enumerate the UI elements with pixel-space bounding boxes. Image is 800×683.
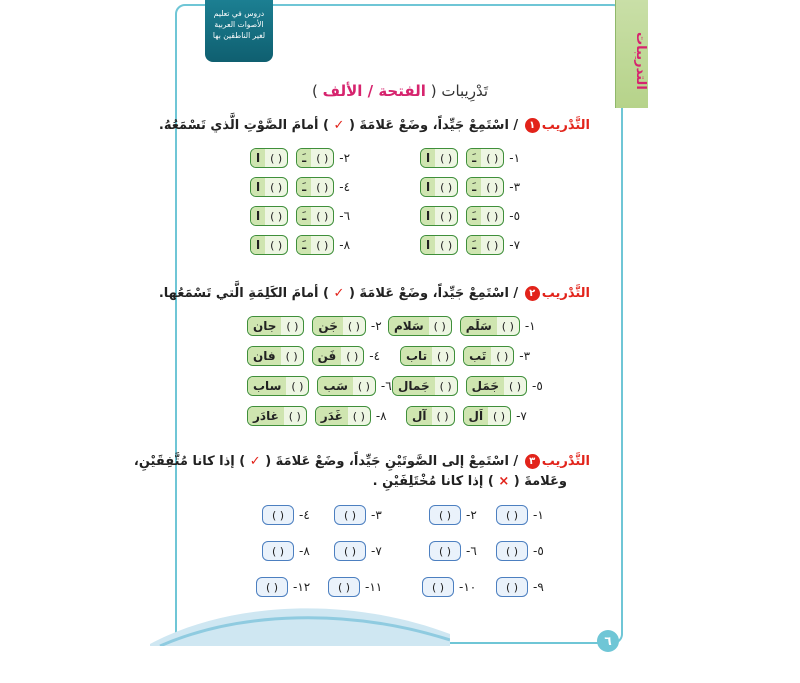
page-title: تَدْرِيبات ( الفتحة / الألف ) — [311, 82, 489, 100]
ex1-item-5: ا ( ) ـَ ( ) -٥ — [420, 206, 520, 226]
answer-box[interactable]: ( ) — [352, 409, 365, 423]
answer-box[interactable]: ( ) — [357, 379, 370, 393]
answer-box[interactable]: ( ) — [346, 349, 359, 363]
answer-box[interactable]: ( ) — [440, 238, 453, 252]
answer-box[interactable]: ( ) — [438, 508, 452, 522]
answer-box[interactable]: ( ) — [270, 151, 283, 165]
ex3-item-11: ( ) -١١ — [328, 577, 382, 597]
ex2-item-7: آل ( ) اَل ( ) -٧ — [406, 406, 527, 426]
ex3-item-8: ( ) -٨ — [262, 541, 310, 561]
answer-box[interactable]: ( ) — [337, 580, 351, 594]
exercise-3-instruction: التَّدْريب٣ / اسْتَمِعْ إلى الصَّوتَيْنِ جَيِّداً، وضَعْ عَلامَةَ ( ✓ ) إذا كانا مُتَّفِقَيْنِ، — [133, 454, 590, 469]
ex1-item-1: ا ( ) ـَ ( ) -١ — [420, 148, 520, 168]
tick-icon: ✓ — [333, 118, 345, 133]
answer-box[interactable]: ( ) — [347, 319, 360, 333]
answer-box[interactable]: ( ) — [508, 379, 522, 393]
answer-box[interactable]: ( ) — [486, 209, 499, 223]
exercise-number: ٢ — [525, 286, 540, 301]
ex1-item-6: ا ( ) ـَ ( ) -٦ — [250, 206, 350, 226]
answer-box[interactable]: ( ) — [343, 544, 357, 558]
answer-box[interactable]: ( ) — [270, 180, 283, 194]
answer-box[interactable]: ( ) — [437, 349, 450, 363]
answer-box[interactable]: ( ) — [505, 580, 519, 594]
ex2-item-1: سَلام ( ) سَلَم ( ) -١ — [388, 316, 536, 336]
answer-box[interactable]: ( ) — [486, 180, 499, 194]
answer-box[interactable]: ( ) — [431, 580, 445, 594]
ex1-item-2: ا ( ) ـَ ( ) -٢ — [250, 148, 350, 168]
ex3-item-2: ( ) -٢ — [429, 505, 477, 525]
answer-box[interactable]: ( ) — [440, 151, 453, 165]
exercise-2-instruction: التَّدْريب٢ / اسْتَمِعْ جَيِّداً، وضَعْ عَلامَةَ ( ✓ ) أمامَ الكَلِمَةِ الَّتي تَسْمَعُها. — [158, 286, 590, 301]
tick-icon: ✓ — [333, 286, 345, 301]
answer-box[interactable]: ( ) — [270, 209, 283, 223]
decorative-swoosh — [150, 596, 450, 646]
ex2-item-4: فان ( ) فَن ( ) -٤ — [247, 346, 380, 366]
ex2-item-5: جَمال ( ) جَمَل ( ) -٥ — [392, 376, 543, 396]
answer-box[interactable]: ( ) — [505, 544, 519, 558]
ex2-item-2: جان ( ) جَن ( ) -٢ — [247, 316, 382, 336]
exercise-number: ٣ — [525, 454, 540, 469]
exercise-label: التَّدْريب — [541, 286, 590, 301]
answer-box[interactable]: ( ) — [486, 238, 499, 252]
ex3-item-3: ( ) -٣ — [334, 505, 382, 525]
exercise-label: التَّدْريب — [541, 118, 590, 133]
answer-box[interactable]: ( ) — [493, 409, 506, 423]
ex3-item-12: ( ) -١٢ — [256, 577, 310, 597]
answer-box[interactable]: ( ) — [496, 349, 509, 363]
answer-box[interactable]: ( ) — [285, 349, 298, 363]
answer-box[interactable]: ( ) — [438, 544, 452, 558]
ex2-item-8: غادَر ( ) غَدَر ( ) -٨ — [247, 406, 387, 426]
side-tab-label: التدريبات — [633, 32, 648, 90]
exercise-number: ١ — [525, 118, 540, 133]
badge-line: لغير الناطقين بها — [212, 31, 266, 40]
answer-box[interactable]: ( ) — [271, 544, 285, 558]
exercise-3-instruction-line2: وعَلامةَ ( × ) إذا كانا مُخْتَلِفَيْنِ . — [372, 474, 567, 489]
answer-box[interactable]: ( ) — [440, 209, 453, 223]
answer-box[interactable]: ( ) — [439, 379, 452, 393]
exercise-1-instruction: التَّدْريب١ / اسْتَمِعْ جَيِّداً، وضَعْ عَلامَةَ ( ✓ ) أمامَ الصَّوْتِ الَّذي تَسْمَعُهُ. — [158, 118, 590, 133]
page-number: ٦ — [597, 630, 619, 652]
ex3-item-9: ( ) -٩ — [496, 577, 544, 597]
answer-box[interactable]: ( ) — [265, 580, 279, 594]
answer-box[interactable]: ( ) — [501, 319, 514, 333]
ex1-item-3: ا ( ) ـَ ( ) -٣ — [420, 177, 520, 197]
ex3-item-5: ( ) -٥ — [496, 541, 544, 561]
ex3-item-7: ( ) -٧ — [334, 541, 382, 561]
answer-box[interactable]: ( ) — [316, 209, 329, 223]
ex3-item-1: ( ) -١ — [496, 505, 544, 525]
answer-box[interactable]: ( ) — [440, 180, 453, 194]
badge-line: الأصوات العربية — [214, 20, 264, 29]
ex3-item-10: ( ) -١٠ — [422, 577, 476, 597]
ex1-item-8: ا ( ) ـَ ( ) -٨ — [250, 235, 350, 255]
answer-box[interactable]: ( ) — [316, 180, 329, 194]
cross-icon: × — [498, 474, 510, 489]
answer-box[interactable]: ( ) — [433, 319, 446, 333]
ex2-item-3: تاب ( ) تَب ( ) -٣ — [400, 346, 530, 366]
answer-box[interactable]: ( ) — [286, 319, 299, 333]
answer-box[interactable]: ( ) — [505, 508, 519, 522]
ex3-item-6: ( ) -٦ — [429, 541, 477, 561]
tick-icon: ✓ — [249, 454, 261, 469]
answer-box[interactable]: ( ) — [343, 508, 357, 522]
ex3-item-4: ( ) -٤ — [262, 505, 310, 525]
answer-box[interactable]: ( ) — [316, 151, 329, 165]
exercise-label: التَّدْريب — [541, 454, 590, 469]
ex1-item-4: ا ( ) ـَ ( ) -٤ — [250, 177, 350, 197]
answer-box[interactable]: ( ) — [486, 151, 499, 165]
ex1-item-7: ا ( ) ـَ ( ) -٧ — [420, 235, 520, 255]
book-title-badge — [205, 0, 273, 62]
answer-box[interactable]: ( ) — [291, 379, 304, 393]
badge-line: دروس في تعليم — [213, 9, 265, 18]
answer-box[interactable]: ( ) — [271, 508, 285, 522]
answer-box[interactable]: ( ) — [288, 409, 301, 423]
ex2-item-6: ساب ( ) سَب ( ) -٦ — [247, 376, 392, 396]
answer-box[interactable]: ( ) — [270, 238, 283, 252]
answer-box[interactable]: ( ) — [316, 238, 329, 252]
answer-box[interactable]: ( ) — [436, 409, 449, 423]
